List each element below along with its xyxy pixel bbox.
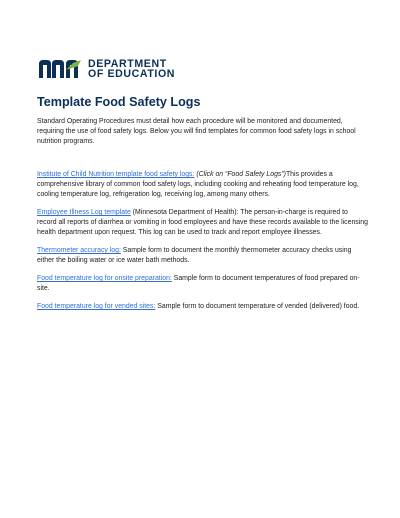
mn-logo-icon: [37, 58, 83, 80]
list-item: [37, 302, 369, 312]
item-note: (Click on “Food Safety Logs”): [194, 171, 286, 178]
logo-line-1: DEPARTMENT: [88, 57, 167, 70]
vended-temperature-log-link[interactable]: Food temperature log for vended sites:: [37, 303, 156, 310]
item-description: Sample form to document the monthly thermometer accuracy checks using either the boiling water or ice water bath methods.: [37, 247, 352, 264]
list-item: [37, 170, 369, 200]
item-description: Sample form to document temperature of vended (delivered) food.: [155, 303, 360, 310]
employee-illness-log-link[interactable]: Employee Illness Log template: [37, 209, 131, 216]
document-body: [37, 117, 369, 320]
page-title: Template Food Safety Logs: [37, 95, 201, 109]
logo-wordmark: [88, 59, 175, 80]
list-item: [37, 208, 369, 238]
list-item: [37, 274, 369, 294]
intro-paragraph: Standard Operating Procedures must detail how each procedure will be monitored and documented, requiring the use of food safety logs. Below you will find templates for common food safety logs in school nutrition programs.: [37, 118, 356, 145]
item-description: (Minnesota Department of Health): The person-in-charge is required to record all reports of diarrhea or vomiting in food employees and have these records available to the licensing health department upon request. This log can be used to track and report employee illnesses.: [37, 209, 368, 236]
item-description: Sample form to document temperatures of food prepared on-site.: [37, 275, 360, 292]
list-item: [37, 246, 369, 266]
logo-line-2: OF EDUCATION: [88, 68, 176, 80]
onsite-temperature-log-link[interactable]: Food temperature log for onsite preparation:: [37, 275, 172, 282]
item-description: This provides a comprehensive library of common food safety logs, including cooking and reheating food temperature log, cooling temperature log, refrigeration log, receiving log, among many others.: [37, 171, 359, 198]
icn-food-safety-logs-link[interactable]: Institute of Child Nutrition template food safety logs:: [37, 171, 195, 178]
mde-logo: [37, 58, 175, 80]
thermometer-accuracy-log-link[interactable]: Thermometer accuracy log:: [37, 247, 121, 254]
